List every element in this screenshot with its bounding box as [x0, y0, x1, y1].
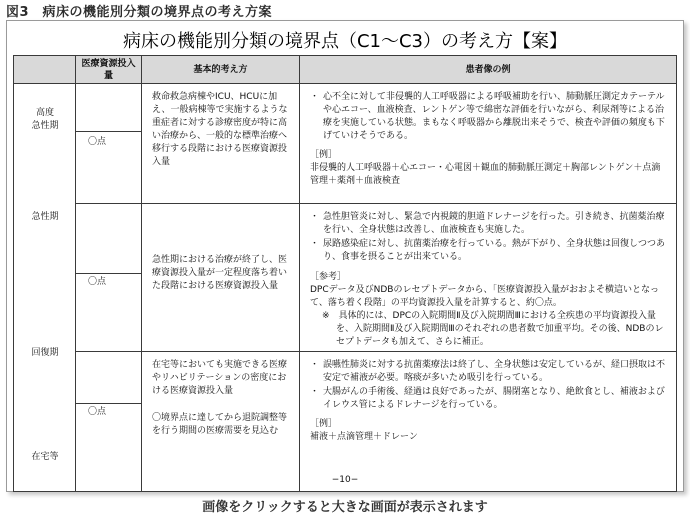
basic-cell-3: 在宅等においても実施できる医療やリハビリテーションの密度における医療資源投入量 〇境界点に達してから退院調整等を行う期間の医療需要を見込む	[142, 352, 300, 492]
patient-list-3	[310, 359, 666, 412]
list-item: ・ 尿路感染症に対し、抗菌薬治療を行っている。熱が下がり、全身状態は回復しつつあり、食事を摂ることが出来ている。	[310, 238, 666, 264]
figure-title: 図3 病床の機能別分類の境界点の考え方案	[6, 5, 273, 20]
click-caption: 画像をクリックすると大きな画面が表示されます	[202, 500, 488, 515]
document-title: 病床の機能別分類の境界点（C1〜C3）の考え方【案】	[122, 31, 568, 52]
stage-header	[14, 56, 76, 84]
point-value: 〇点	[88, 407, 107, 417]
resource-header: 医療資源投入量	[76, 56, 142, 84]
reference-label: ［参考］	[310, 272, 347, 282]
patient-header: 患者像の例	[300, 56, 677, 84]
patient-cell-1	[300, 84, 677, 204]
patient-cell-2	[300, 204, 677, 352]
point-value: 〇点	[88, 137, 107, 147]
spacer	[76, 204, 142, 274]
boundary-table	[13, 55, 677, 492]
patient-cell-3	[300, 352, 677, 492]
point-cell-2	[76, 274, 142, 352]
stage-column	[14, 84, 76, 492]
reference-note: ※ 具体的には、DPCの入院期間Ⅱ及び入院期間Ⅲにおける全疾患の平均資源投入量を、入院期間Ⅱ及び入院期間Ⅲのそれぞれの患者数で加重平均。その後、NDBのレセプトデータも加えて、さらに補正。	[322, 311, 664, 347]
spacer	[76, 352, 142, 404]
stage-home: 在宅等	[31, 452, 59, 462]
list-item: ・ 大腸がんの手術後、経過は良好であったが、腸閉塞となり、絶飲食とし、補液およびイレウス管によるドレナージを行っている。	[310, 386, 666, 412]
stage-recovery: 回復期	[31, 348, 59, 358]
list-item: ・ 急性胆管炎に対し、緊急で内視鏡的胆道ドレナージを行った。引き続き、抗菌薬治療を行い、全身状態は改善し、血液検査も実施した。	[310, 211, 666, 237]
list-item: ・ 心不全に対して非侵襲的人工呼吸器による呼吸補助を行い、肺動脈圧測定カテーテルや心エコー、血液検査、レントゲン等で綿密な評価を行いながら、利尿剤等による治療を実施している状態。まもなく呼吸器から離脱出来そうで、検査や評価の頻度も下げていけそうである。	[310, 91, 666, 143]
stage-acute: 急性期	[31, 212, 59, 222]
list-item: ・ 誤嚥性肺炎に対する抗菌薬療法は終了し、全身状態は安定しているが、経口摂取は不安定で補液が必要。喀痰が多いため吸引を行っている。	[310, 359, 666, 385]
example-text: 補液＋点滴管理＋ドレーン	[310, 432, 418, 442]
patient-list-2	[310, 211, 666, 264]
document-image[interactable]	[6, 20, 684, 492]
basic-header: 基本的考え方	[142, 56, 300, 84]
stage-acute-high: 高度 急性期	[31, 108, 59, 131]
example-label: ［例］	[310, 419, 338, 429]
basic-cell-1: 救命救急病棟やICU、HCUに加え、一般病棟等で実施するような重症者に対する診療密度が特に高い治療から、一般的な標準治療へ移行する段階における医療資源投入量	[142, 84, 300, 204]
patient-list-1	[310, 91, 666, 143]
page-number: −10−	[331, 475, 359, 485]
point-cell-1	[76, 132, 142, 204]
example-label: ［例］	[310, 150, 338, 160]
point-value: 〇点	[88, 277, 107, 287]
spacer	[76, 84, 142, 132]
basic-cell-2: 急性期における治療が終了し、医療資源投入量が一定程度落ち着いた段階における医療資源投入量	[142, 204, 300, 352]
example-text: 非侵襲的人工呼吸器＋心エコー・心電図＋観血的肺動脈圧測定＋胸部レントゲン＋点滴管理＋薬剤＋血液検査	[310, 163, 661, 186]
reference-text: DPCデータ及びNDBのレセプトデータから、「医療資源投入量がおおよそ横這いとなって、落ち着く段階」の平均資源投入量を計算すると、約〇点。	[310, 285, 659, 308]
